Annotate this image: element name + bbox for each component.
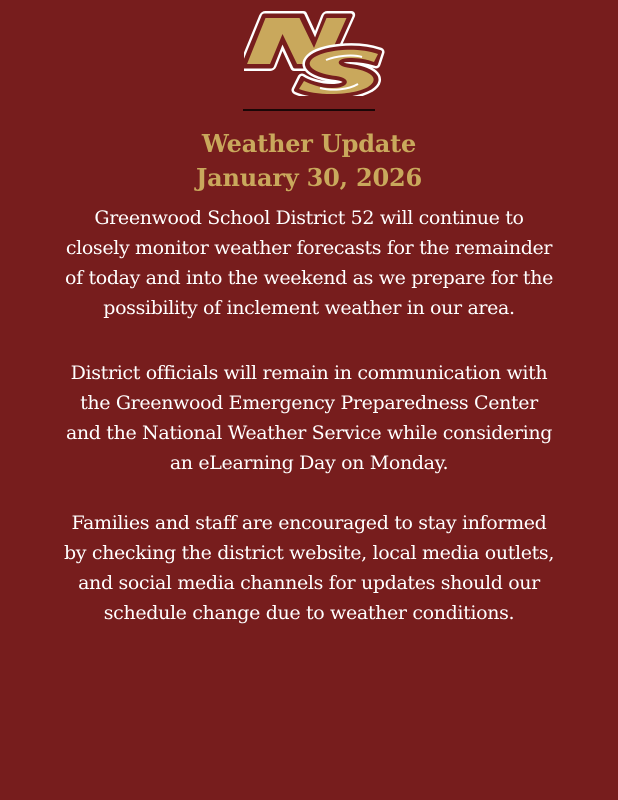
paragraph-line: the Greenwood Emergency Preparedness Center [80,392,538,414]
paragraph-line: possibility of inclement weather in our area. [103,297,515,319]
paragraph-line: District officials will remain in communication with [70,362,548,384]
page-title: Weather Update [201,129,417,158]
paragraph-line: and social media channels for updates should our [78,572,540,594]
header-divider [243,109,375,111]
paragraph-line: an eLearning Day on Monday. [169,452,449,474]
announcement-date: January 30, 2026 [195,163,422,192]
paragraph-line: schedule change due to weather conditions. [103,602,515,624]
paragraph-line: of today and into the weekend as we prepare for the [64,267,554,289]
paragraph-communication [20,358,598,478]
paragraph-line: by checking the district website, local media outlets, [63,542,555,564]
paragraph-line: Greenwood School District 52 will continue to [94,207,524,229]
paragraph-monitoring [20,203,598,323]
ns-school-logo-icon [244,8,388,96]
paragraph-line: Families and staff are encouraged to stay informed [71,512,547,534]
paragraph-stay-informed [20,508,598,628]
paragraph-line: closely monitor weather forecasts for the remainder [65,237,553,259]
paragraph-line: and the National Weather Service while considering [65,422,553,444]
